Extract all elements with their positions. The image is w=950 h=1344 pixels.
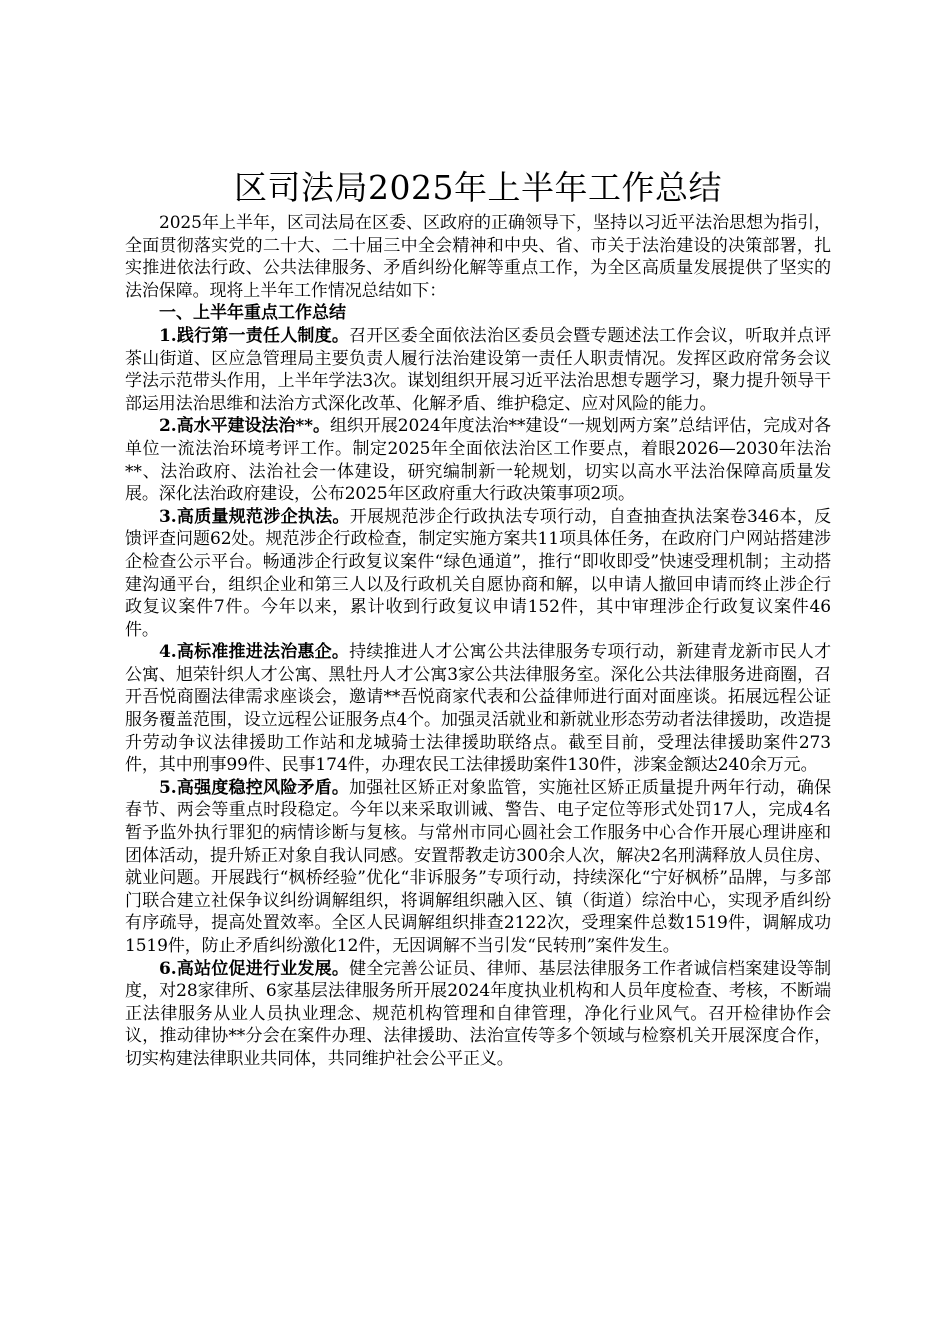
work-item-body: 召开区委全面依法治区委员会暨专题述法工作会议，听取并点评茶山街道、区应急管理局主要负责人履行法治建设第一责任人职责情况。发挥区政府常务会议学法示范带头作用，上半年学法3次。谋划组织开展习近平法治思想专题学习，聚力提升领导干部运用法治思维和法治方式深化改革、化解矛盾、维护稳定、应对风险的能力。 xyxy=(125,325,831,414)
work-item-body: 加强社区矫正对象监管，实施社区矫正质量提升两年行动，确保春节、两会等重点时段稳定。今年以来采取训诫、警告、电子定位等形式处罚17人，完成4名暂予监外执行罪犯的病情诊断与复核。与常州市同心圆社会工作服务中心合作开展心理讲座和团体活动，提升矫正对象自我认同感。安置帮教走访300余人次，解决2名刑满释放人员住房、就业问题。开展践行“枫桥经验”优化“非诉服务”专项行动，持续深化“宁好枫桥”品牌，与多部门联合建立社保争议纠纷调解组织，将调解组织融入区、镇（街道）综治中心，实现矛盾纠纷有序疏导，提高处置效率。全区人民调解组织排查2122次，受理案件总数1519件，调解成功1519件，防止矛盾纠纷激化12件，无因调解不当引发“民转刑”案件发生。 xyxy=(125,777,831,956)
work-item-body: 组织开展2024年度法治**建设“一规划两方案”总结评估，完成对各单位一流法治环境考评工作。制定2025年全面依法治区工作要点，着眼2026—2030年法治**、法治政府、法治社会一体建设，研究编制新一轮规划，切实以高水平法治保障高质量发展。深化法治政府建设，公布2025年区政府重大行政决策事项2项。 xyxy=(125,416,831,505)
work-item-lead: 6.高站位促进行业发展。 xyxy=(159,958,350,979)
work-item-1 xyxy=(125,325,831,415)
work-item-3 xyxy=(125,506,831,642)
work-item-body: 开展规范涉企行政执法专项行动，自查抽查执法案卷346本，反馈评查问题62处。规范涉企行政检查，制定实施方案共11项具体任务，在政府门户网站搭建涉企检查公示平台。畅通涉企行政复议案件“绿色通道”，推行“即收即受”快速受理机制；主动搭建沟通平台，组织企业和第三人以及行政机关自愿协商和解，以申请人撤回申请而终止涉企行政复议案件7件。今年以来，累计收到行政复议申请152件，其中审理涉企行政复议案件46件。 xyxy=(125,506,832,640)
work-item-4 xyxy=(125,641,831,777)
document-page xyxy=(125,168,831,1071)
document-title: 区司法局2025年上半年工作总结 xyxy=(234,168,722,207)
work-item-5 xyxy=(125,777,831,958)
work-item-6 xyxy=(125,958,831,1071)
work-item-body: 持续推进人才公寓公共法律服务专项行动，新建青龙新市民人才公寓、旭荣针织人才公寓、黑牡丹人才公寓3家公共法律服务室。深化公共法律服务进商圈，召开吾悦商圈法律需求座谈会，邀请**吾悦商家代表和公益律师进行面对面座谈。拓展远程公证服务覆盖范围，设立远程公证服务点4个。加强灵活就业和新就业形态劳动者法律援助，改造提升劳动争议法律援助工作站和龙城骑士法律援助联络点。截至目前，受理法律援助案件273件，其中刑事99件、民事174件，办理农民工法律援助案件130件，涉案金额达240余万元。 xyxy=(125,642,831,776)
work-item-lead: 5.高强度稳控风险矛盾。 xyxy=(159,777,350,798)
section-heading: 一、上半年重点工作总结 xyxy=(159,303,346,324)
work-item-lead: 4.高标准推进法治惠企。 xyxy=(159,642,350,663)
work-item-lead: 2.高水平建设法治**。 xyxy=(159,416,330,437)
work-item-lead: 1.践行第一责任人制度。 xyxy=(159,325,350,346)
work-item-lead: 3.高质量规范涉企执法。 xyxy=(159,506,350,527)
work-item-body: 健全完善公证员、律师、基层法律服务工作者诚信档案建设等制度，对28家律所、6家基层法律服务所开展2024年度执业机构和人员年度检查、考核，不断端正法律服务从业人员执业理念、规范机构管理和自律管理，净化行业风气。召开检律协作会议，推动律协**分会在案件办理、法律援助、法治宣传等多个领域与检察机关开展深度合作，切实构建法律职业共同体，共同维护社会公平正义。 xyxy=(125,958,831,1069)
intro-paragraph: 2025年上半年，区司法局在区委、区政府的正确领导下，坚持以习近平法治思想为指引，全面贯彻落实党的二十大、二十届三中全会精神和中央、省、市关于法治建设的决策部署，扎实推进依法行政、公共法律服务、矛盾纠纷化解等重点工作，为全区高质量发展提供了坚实的法治保障。现将上半年工作情况总结如下： xyxy=(125,213,831,301)
work-item-2 xyxy=(125,415,831,505)
